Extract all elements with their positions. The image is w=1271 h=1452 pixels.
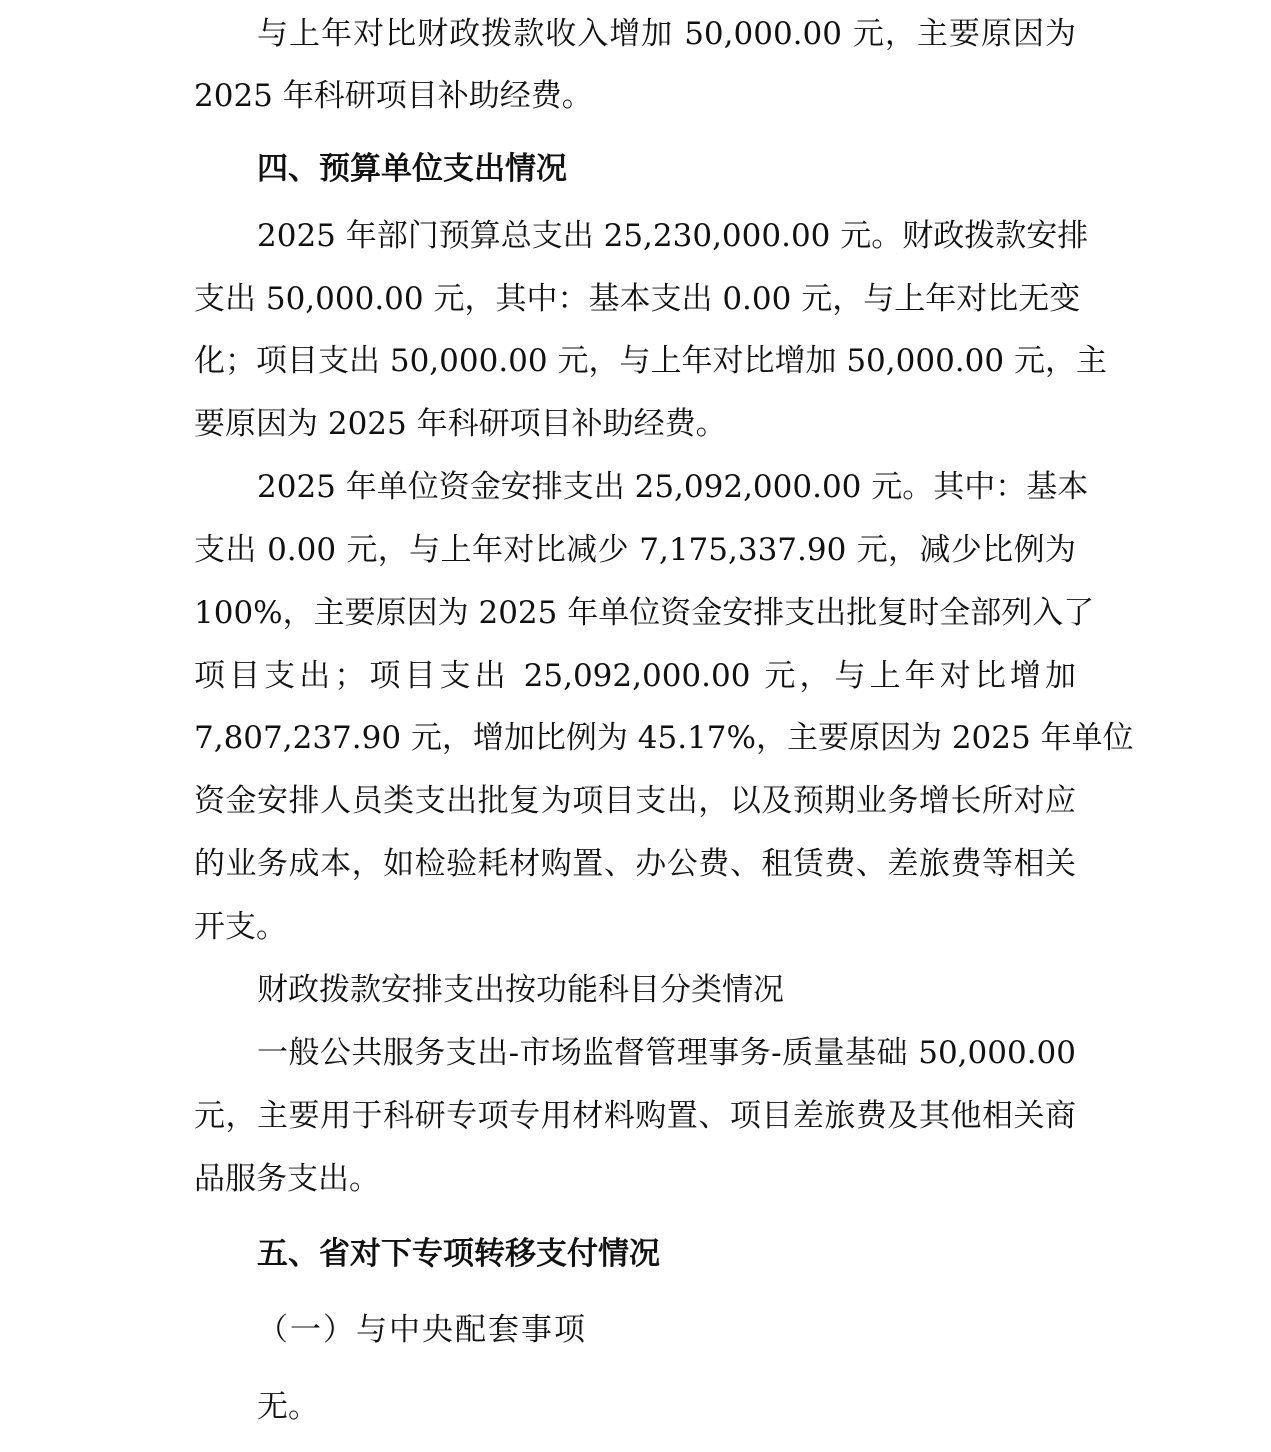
paragraph-line: 资金安排人员类支出批复为项目支出，以及预期业务增长所对应 — [194, 783, 1076, 819]
paragraph-line: 要原因为 2025 年科研项目补助经费。 — [194, 406, 727, 442]
paragraph-line: 财政拨款安排支出按功能科目分类情况 — [257, 972, 784, 1008]
paragraph-line: 2025 年部门预算总支出 25,230,000.00 元。财政拨款安排 — [257, 218, 1089, 254]
paragraph-line: 支出 50,000.00 元，其中：基本支出 0.00 元，与上年对比无变 — [194, 281, 1081, 317]
paragraph-line: 品服务支出。 — [194, 1161, 380, 1197]
section-heading: 四、预算单位支出情况 — [257, 151, 567, 187]
paragraph-line: 支出 0.00 元，与上年对比减少 7,175,337.90 元，减少比例为 — [194, 532, 1076, 568]
paragraph-line: 化；项目支出 50,000.00 元，与上年对比增加 50,000.00 元，主 — [194, 343, 1107, 379]
paragraph-line: 2025 年单位资金安排支出 25,092,000.00 元。其中：基本 — [257, 469, 1089, 505]
section-heading: 五、省对下专项转移支付情况 — [257, 1236, 660, 1272]
paragraph-line: 项目支出；项目支出 25,092,000.00 元，与上年对比增加 — [194, 658, 1076, 694]
paragraph-line: 开支。 — [194, 909, 287, 945]
paragraph-line: 无。 — [257, 1389, 319, 1425]
paragraph-line: 元，主要用于科研专项专用材料购置、项目差旅费及其他相关商 — [194, 1098, 1076, 1134]
paragraph-line: 7,807,237.90 元，增加比例为 45.17%，主要原因为 2025 年单位 — [194, 720, 1134, 756]
subsection-heading: （一）与中央配套事项 — [257, 1312, 587, 1348]
paragraph-line: 与上年对比财政拨款收入增加 50,000.00 元，主要原因为 — [257, 16, 1076, 52]
paragraph-line: 的业务成本，如检验耗材购置、办公费、租赁费、差旅费等相关 — [194, 846, 1076, 882]
paragraph-line: 2025 年科研项目补助经费。 — [194, 78, 593, 114]
paragraph-line: 100%，主要原因为 2025 年单位资金安排支出批复时全部列入了 — [194, 595, 1095, 631]
paragraph-line: 一般公共服务支出-市场监督管理事务-质量基础 50,000.00 — [257, 1035, 1076, 1071]
